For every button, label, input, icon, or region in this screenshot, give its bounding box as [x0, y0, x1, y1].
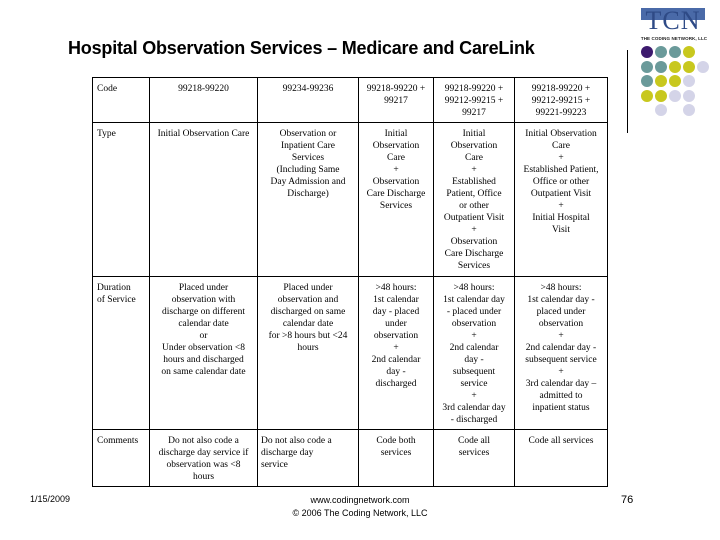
cell-text-line: + [558, 331, 564, 341]
cell-text-line: Services [291, 153, 325, 163]
cell-text-line: Patient, Office [446, 189, 502, 199]
cell-text-line: Services [457, 261, 491, 271]
cell-text-line: 99212-99215 + [531, 96, 591, 106]
cell-text-line: services [380, 448, 412, 458]
cell-text-line: 3rd calendar day [442, 403, 506, 413]
table-cell [359, 430, 434, 487]
cell-text-line: >48 hours: [453, 283, 495, 293]
cell-text-line: Do not also code a [261, 436, 332, 446]
logo-dot [697, 61, 709, 73]
table-cell [258, 123, 359, 277]
row-header [93, 277, 150, 430]
cell-text-line: Initial [462, 129, 486, 139]
row-header-line: Code [97, 84, 118, 94]
cell-text-line: Initial Hospital [532, 213, 590, 223]
row-header [93, 78, 150, 123]
table-cell [258, 277, 359, 430]
table-row [93, 277, 608, 430]
cell-text-line: Observation [372, 177, 420, 187]
logo-dot [683, 104, 695, 116]
cell-text-line: Discharge) [287, 189, 329, 199]
cell-text-line: Placed under [283, 283, 333, 293]
cell-text-line: observation and [277, 295, 339, 305]
cell-text-line: 99218-99220 + [366, 84, 426, 94]
logo-dot [655, 90, 667, 102]
table-cell [515, 430, 608, 487]
table-cell [515, 78, 608, 123]
row-header-line: Type [97, 129, 116, 139]
cell-text-line: Established [452, 177, 496, 187]
cell-text-line: Observation [450, 141, 498, 151]
cell-text-line: - placed under [446, 307, 502, 317]
cell-text-line: Care Discharge [366, 189, 426, 199]
table-cell [150, 123, 258, 277]
cell-text-line: 1st calendar day - [527, 295, 595, 305]
cell-text-line: 99217 [384, 96, 408, 106]
cell-text-line: subsequent [452, 367, 496, 377]
logo-dot [683, 90, 695, 102]
cell-text-line: hours [297, 343, 319, 353]
cell-text-line: or other [459, 201, 489, 211]
logo-dot [655, 104, 667, 116]
logo-dot [655, 75, 667, 87]
cell-text-line: under [385, 319, 407, 329]
cell-text-line: for >8 hours but <24 [268, 331, 348, 341]
table-cell [150, 430, 258, 487]
row-header [93, 123, 150, 277]
cell-text-line: Code all [458, 436, 490, 446]
cell-text-line: services [458, 448, 490, 458]
row-header-line: of Service [97, 295, 136, 305]
cell-text-line: Office or other [532, 177, 590, 187]
tcn-logo [632, 8, 716, 41]
cell-text-line: - discharged [450, 415, 498, 425]
cell-text-line: 99221-99223 [535, 108, 587, 118]
table-cell [434, 123, 515, 277]
logo-dot [655, 46, 667, 58]
cell-text-line: >48 hours: [540, 283, 582, 293]
table-cell [150, 277, 258, 430]
table-cell [258, 78, 359, 123]
table-cell [258, 430, 359, 487]
cell-text-line: admitted to [539, 391, 583, 401]
cell-text-line: day - [464, 355, 484, 365]
cell-text-line: discharge day service if [158, 448, 249, 458]
cell-text-line: inpatient status [532, 403, 590, 413]
logo-divider [627, 50, 628, 133]
cell-text-line: (Including Same [276, 165, 340, 175]
logo-dot [669, 61, 681, 73]
logo-dot [641, 75, 653, 87]
cell-text-line: 99218-99220 [178, 84, 229, 94]
cell-text-line: Observation [372, 141, 420, 151]
cell-text-line: Placed under [178, 283, 229, 293]
cell-text-line: observation was <8 [166, 460, 241, 470]
row-header-line: Comments [97, 436, 139, 446]
cell-text-line: Observation [450, 237, 498, 247]
table-cell [515, 277, 608, 430]
cell-text-line: + [393, 165, 399, 175]
cell-text-line: Code all services [528, 436, 594, 446]
cell-text-line: Initial Observation Care [157, 129, 250, 139]
logo-dot [683, 46, 695, 58]
cell-text-line: service [261, 460, 288, 470]
cell-text-line: observation [373, 331, 419, 341]
logo-caption: THE CODING NETWORK, LLC [640, 36, 708, 41]
logo-dot [683, 75, 695, 87]
cell-text-line: Outpatient Visit [530, 189, 592, 199]
cell-text-line: Observation or [279, 129, 337, 139]
cell-text-line: Care [387, 153, 405, 163]
cell-text-line: Care [465, 153, 483, 163]
cell-text-line: Care [552, 141, 570, 151]
cell-text-line: + [471, 225, 477, 235]
table-cell [150, 78, 258, 123]
cell-text-line: + [471, 165, 477, 175]
cell-text-line: 99234-99236 [282, 84, 334, 94]
cell-text-line: discharged on same [270, 307, 346, 317]
row-header-line: Duration [97, 283, 131, 293]
tcn-logo-mark [641, 8, 705, 34]
cell-text-line: + [558, 367, 564, 377]
footer-copyright: © 2006 The Coding Network, LLC [292, 508, 428, 518]
cell-text-line: >48 hours: [375, 283, 417, 293]
cell-text-line: subsequent service [525, 355, 597, 365]
cell-text-line: discharged [375, 379, 417, 389]
cell-text-line: Inpatient Care [280, 141, 336, 151]
row-header [93, 430, 150, 487]
cell-text-line: day - placed [372, 307, 420, 317]
table-cell [434, 78, 515, 123]
cell-text-line: + [558, 153, 564, 163]
cell-text-line: service [460, 379, 488, 389]
cell-text-line: 1st calendar day [443, 295, 505, 305]
cell-text-line: placed under [536, 307, 586, 317]
table-cell [359, 123, 434, 277]
cell-text-line: Care Discharge [444, 249, 504, 259]
cell-text-line: Initial Observation [525, 129, 597, 139]
logo-dot [641, 61, 653, 73]
cell-text-line: 99212-99215 + [444, 96, 504, 106]
table-row [93, 78, 608, 123]
logo-dot [641, 46, 653, 58]
slide-title: Hospital Observation Services – Medicare and CareLink [68, 38, 535, 58]
logo-text: TCN [645, 6, 701, 35]
cell-text-line: hours and discharged [163, 355, 244, 365]
cell-text-line: observation [538, 319, 584, 329]
logo-dot [669, 46, 681, 58]
cell-text-line: 1st calendar [373, 295, 419, 305]
cell-text-line: Code both [376, 436, 416, 446]
cell-text-line: Outpatient Visit [443, 213, 505, 223]
cell-text-line: observation [451, 319, 497, 329]
page-number: 76 [621, 494, 634, 506]
observation-services-table [92, 77, 608, 487]
cell-text-line: observation with [171, 295, 236, 305]
table-cell [359, 78, 434, 123]
cell-text-line: discharge on different [161, 307, 245, 317]
cell-text-line: calendar date [178, 319, 229, 329]
cell-text-line: day - [386, 367, 406, 377]
table-cell [434, 277, 515, 430]
logo-dot [669, 75, 681, 87]
footer-center [230, 494, 490, 520]
cell-text-line: 2nd calendar [449, 343, 499, 353]
table-cell [359, 277, 434, 430]
cell-text-line: 2nd calendar [371, 355, 421, 365]
cell-text-line: calendar date [282, 319, 334, 329]
cell-text-line: Day Admission and [270, 177, 346, 187]
cell-text-line: 2nd calendar day - [525, 343, 597, 353]
cell-text-line: on same calendar date [161, 367, 246, 377]
cell-text-line: Services [379, 201, 413, 211]
cell-text-line: Under observation <8 [162, 343, 245, 353]
logo-dot [683, 61, 695, 73]
cell-text-line: + [471, 391, 477, 401]
table-cell [515, 123, 608, 277]
cell-text-line: 99217 [462, 108, 486, 118]
footer-website: www.codingnetwork.com [310, 495, 410, 505]
cell-text-line: + [471, 331, 477, 341]
cell-text-line: or [199, 331, 208, 341]
logo-dot [655, 61, 667, 73]
logo-dot [669, 90, 681, 102]
footer-date: 1/15/2009 [30, 494, 71, 504]
table-cell [434, 430, 515, 487]
table-row [93, 430, 608, 487]
cell-text-line: Do not also code a [168, 436, 239, 446]
cell-text-line: 3rd calendar day – [525, 379, 597, 389]
table-row [93, 123, 608, 277]
cell-text-line: Initial [384, 129, 408, 139]
cell-text-line: + [393, 343, 399, 353]
cell-text-line: + [558, 201, 564, 211]
cell-text-line: 99218-99220 + [531, 84, 591, 94]
cell-text-line: Established Patient, [523, 165, 599, 175]
cell-text-line: hours [192, 472, 215, 482]
cell-text-line: discharge day [261, 448, 314, 458]
cell-text-line: 99218-99220 + [444, 84, 504, 94]
logo-dot [641, 90, 653, 102]
cell-text-line: Visit [552, 225, 570, 235]
